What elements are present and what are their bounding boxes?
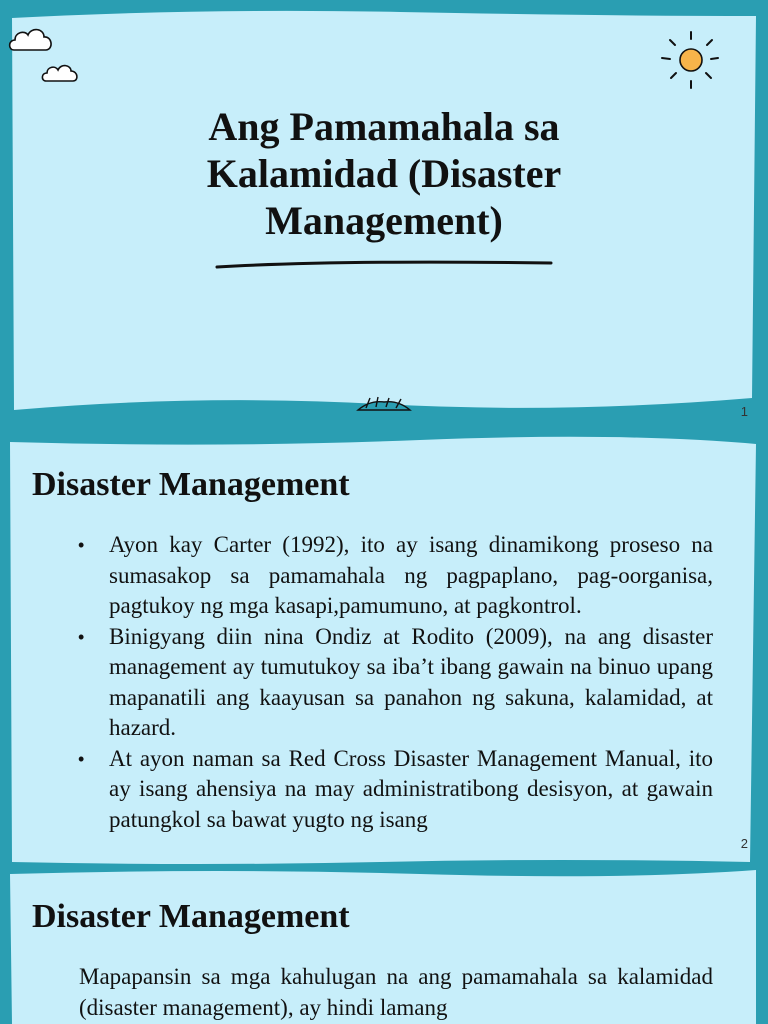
slide-heading: Disaster Management <box>32 898 350 935</box>
list-item <box>78 530 713 622</box>
slide-2 <box>0 432 768 864</box>
list-item <box>78 744 713 836</box>
cloud-icon <box>6 22 56 56</box>
title-underline <box>214 256 554 272</box>
bullet-icon: • <box>78 535 85 555</box>
bullet-icon: • <box>78 626 85 647</box>
list-item <box>78 622 713 744</box>
grass-icon <box>356 394 412 414</box>
bullet-text: At ayon naman sa Red Cross Disaster Management Manual, ito ay isang ahensiya na may administratibong desisyon, at gawain patungkol sa bawat yugto ng isang <box>109 745 713 832</box>
bullet-icon: • <box>78 748 85 769</box>
bullet-list <box>78 530 713 835</box>
slide-3 <box>0 864 768 1024</box>
bullet-text: Binigyang diin nina Ondiz at Rodito (2009), na ang disaster management ay tumutukoy sa iba’t ibang gawain na binuo upang mapanatili ang kaayusan sa panahon ng sakuna, kalamidad, at hazard. <box>109 623 713 740</box>
slide-paragraph: Mapapansin sa mga kahulugan na ang pamamahala sa kalamidad (disaster management), ay hindi lamang <box>79 964 713 1020</box>
slide-title: Ang Pamamahala sa Kalamidad (Disaster Management) <box>206 104 562 243</box>
bullet-text: Ayon kay Carter (1992), ito ay isang dinamikong proseso na sumasakop sa pamamahala ng pagpaplano, pag-oorganisa, pagtukoy ng mga kasapi,pamumuno, at pagkontrol. <box>109 532 713 618</box>
sun-icon <box>656 28 722 94</box>
slide-heading: Disaster Management <box>32 466 350 503</box>
slide-number: 2 <box>740 836 748 851</box>
slide-1 <box>0 0 768 432</box>
slide-number: 1 <box>740 404 748 419</box>
cloud-icon <box>40 60 82 86</box>
